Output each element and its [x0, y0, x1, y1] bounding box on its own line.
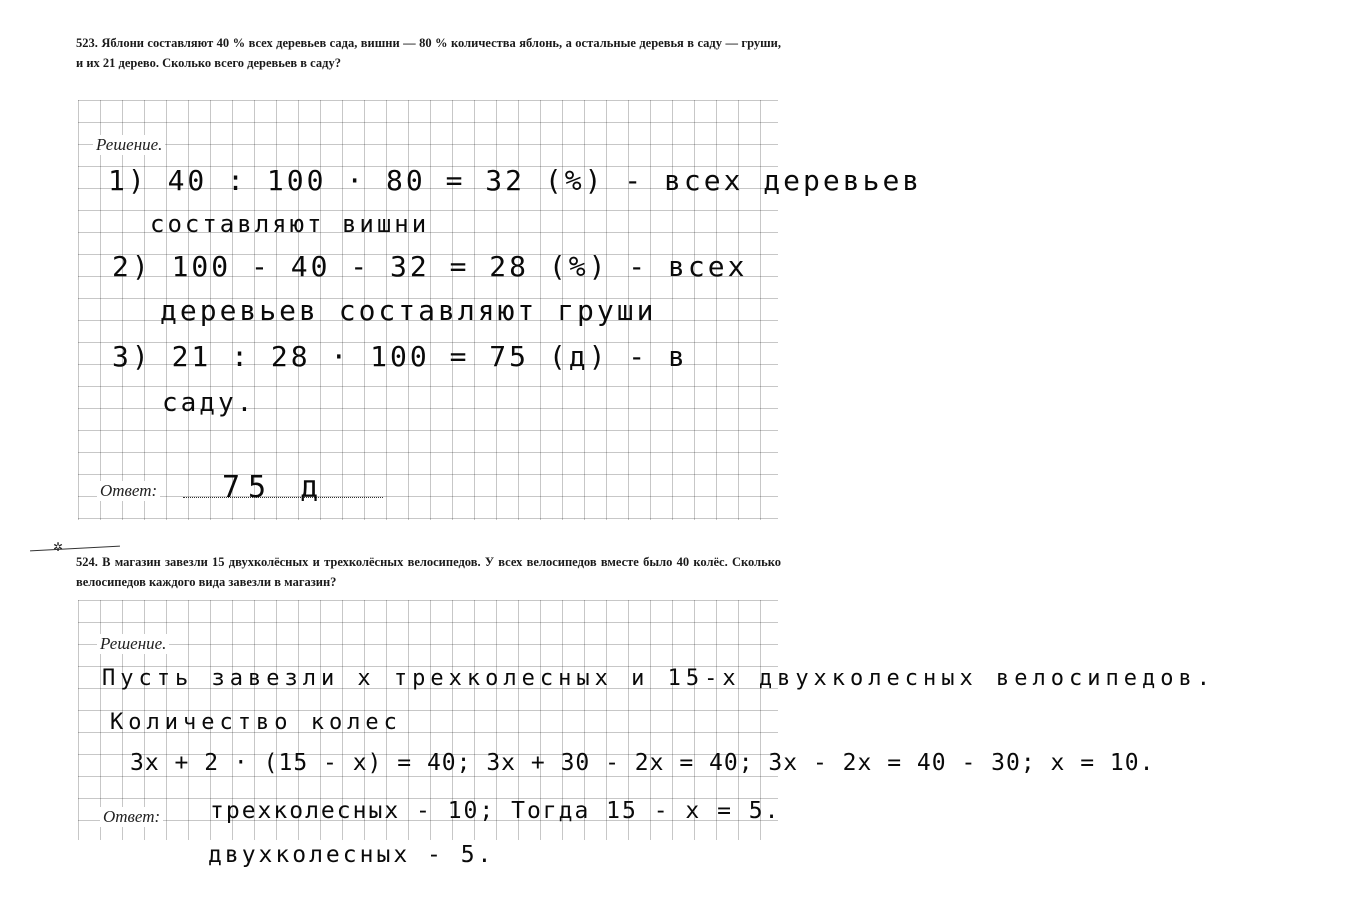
solution-523-line-4: деревьев составляют груши — [160, 294, 657, 327]
solution-524-line-2: Количество колес — [110, 710, 402, 735]
problem-523-text: Яблони составляют 40 % всех деревьев сада, вишни — 80 % количества яблонь, а остальные деревья в саду — груши, и их 21 дерево. Сколько всего деревьев в саду? — [76, 36, 782, 70]
answer-524-line-1: трехколесных - 10; Тогда 15 - х = 5. — [210, 798, 781, 824]
solution-523-line-6: саду. — [162, 388, 256, 418]
solution-523-line-5: 3) 21 : 28 · 100 = 75 (д) - в — [112, 340, 688, 373]
solution-524-line-3: 3х + 2 · (15 - х) = 40; 3х + 30 - 2х = 40; 3х - 2х = 40 - 30; х = 10. — [130, 750, 1155, 776]
solution-523-line-2: составляют вишни — [150, 210, 430, 238]
section-mark-line — [30, 546, 120, 552]
answer-524-line-2: двухколесных - 5. — [208, 842, 495, 868]
solution-523-line-1: 1) 40 : 100 · 80 = 32 (%) - всех деревьев — [108, 164, 923, 197]
solution-524-line-1: Пусть завезли х трехколесных и 15-х двухколесных велосипедов. — [102, 666, 1215, 691]
problem-524-statement — [76, 552, 781, 592]
problem-524-text: В магазин завезли 15 двухколёсных и трехколёсных велосипедов. У всех велосипедов вместе было 40 колёс. Сколько велосипедов каждого вида завезли в магазин? — [76, 555, 782, 589]
answer-label-523: Ответ: — [97, 481, 160, 501]
answer-label-524: Ответ: — [100, 807, 163, 827]
solution-523-line-3: 2) 100 - 40 - 32 = 28 (%) - всех — [112, 250, 748, 283]
problem-523-number: 523. — [76, 36, 98, 50]
solution-label-524: Решение. — [97, 634, 169, 654]
problem-523-statement — [76, 33, 781, 73]
asterisk-icon: ✲ — [53, 540, 64, 554]
problem-524-number: 524. — [76, 555, 98, 569]
answer-523-value: 75 д — [222, 470, 327, 505]
solution-label-523: Решение. — [93, 135, 165, 155]
